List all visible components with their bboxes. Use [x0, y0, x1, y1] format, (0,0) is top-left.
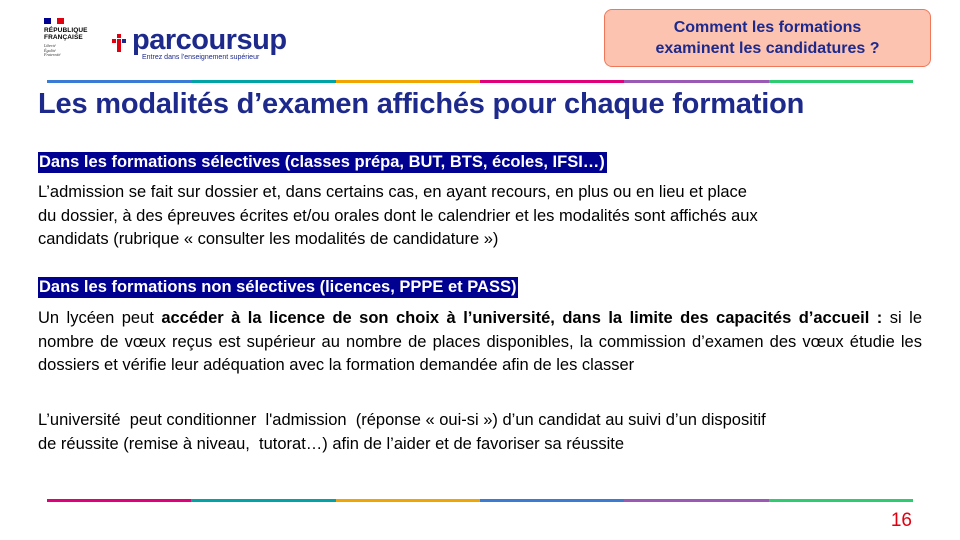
section-selective-text [38, 181, 922, 252]
french-flag-icon [44, 18, 64, 24]
callout-line2: examinent les candidatures ? [655, 40, 880, 57]
republic-motto-line2: Égalité [44, 47, 56, 53]
republic-motto-line1: Liberté [44, 43, 56, 48]
top-color-rule [47, 80, 913, 83]
non-selective-paragraph-2 [38, 409, 922, 456]
selective-text-line2: du dossier, à des épreuves écrites et/ou orales dont le calendrier et les modalités sont affichés aux [38, 206, 758, 225]
non-selective-p2-line2: de réussite (remise à niveau, tutorat…) afin de l’aider et de favoriser sa réussite [38, 434, 625, 453]
callout-line1: Comment les formations [673, 19, 862, 36]
parcoursup-mark-icon [112, 34, 130, 52]
section-non-selective-heading: Dans les formations non sélectives (licences, PPPE et PASS) [39, 278, 517, 296]
selective-text-line3: candidats (rubrique « consulter les modalités de candidature ») [38, 230, 499, 248]
non-selective-p1-bold: accéder à la licence de son choix à l’université, dans la limite des capacités d’accueil : [161, 309, 883, 327]
parcoursup-tagline: Entrez dans l'enseignement supérieur [142, 54, 260, 61]
non-selective-paragraph-1 [38, 307, 922, 378]
non-selective-p1-rest: si le nombre de vœux reçus est supérieur au nombre de places disponibles, la commission d’examen des vœux étudie les dossiers et vérifie leur adéquation avec la formation demandée afin de les classer [38, 309, 922, 374]
slide-title: Les modalités d’examen affichés pour chaque formation [38, 88, 805, 120]
page-number: 16 [890, 510, 912, 531]
republic-name-line2: FRANÇAISE [44, 34, 83, 41]
selective-text-line1: L’admission se fait sur dossier et, dans certains cas, en ayant recours, en plus ou en lieu et place [38, 183, 747, 201]
section-callout [604, 9, 931, 67]
non-selective-p2-line1: L’université peut conditionner l'admission (réponse « oui-si ») d’un candidat au suivi d’un dispositif [38, 411, 766, 429]
section-selective-heading: Dans les formations sélectives (classes prépa, BUT, BTS, écoles, IFSI…) [39, 153, 605, 171]
parcoursup-wordmark: parcoursup [132, 24, 287, 56]
republique-francaise-logo [44, 18, 96, 58]
bottom-color-rule [47, 499, 913, 502]
non-selective-p1-intro: Un lycéen peut [38, 309, 162, 327]
republic-motto-line3: Fraternité [44, 52, 61, 57]
republic-name-line1: RÉPUBLIQUE [44, 27, 88, 34]
